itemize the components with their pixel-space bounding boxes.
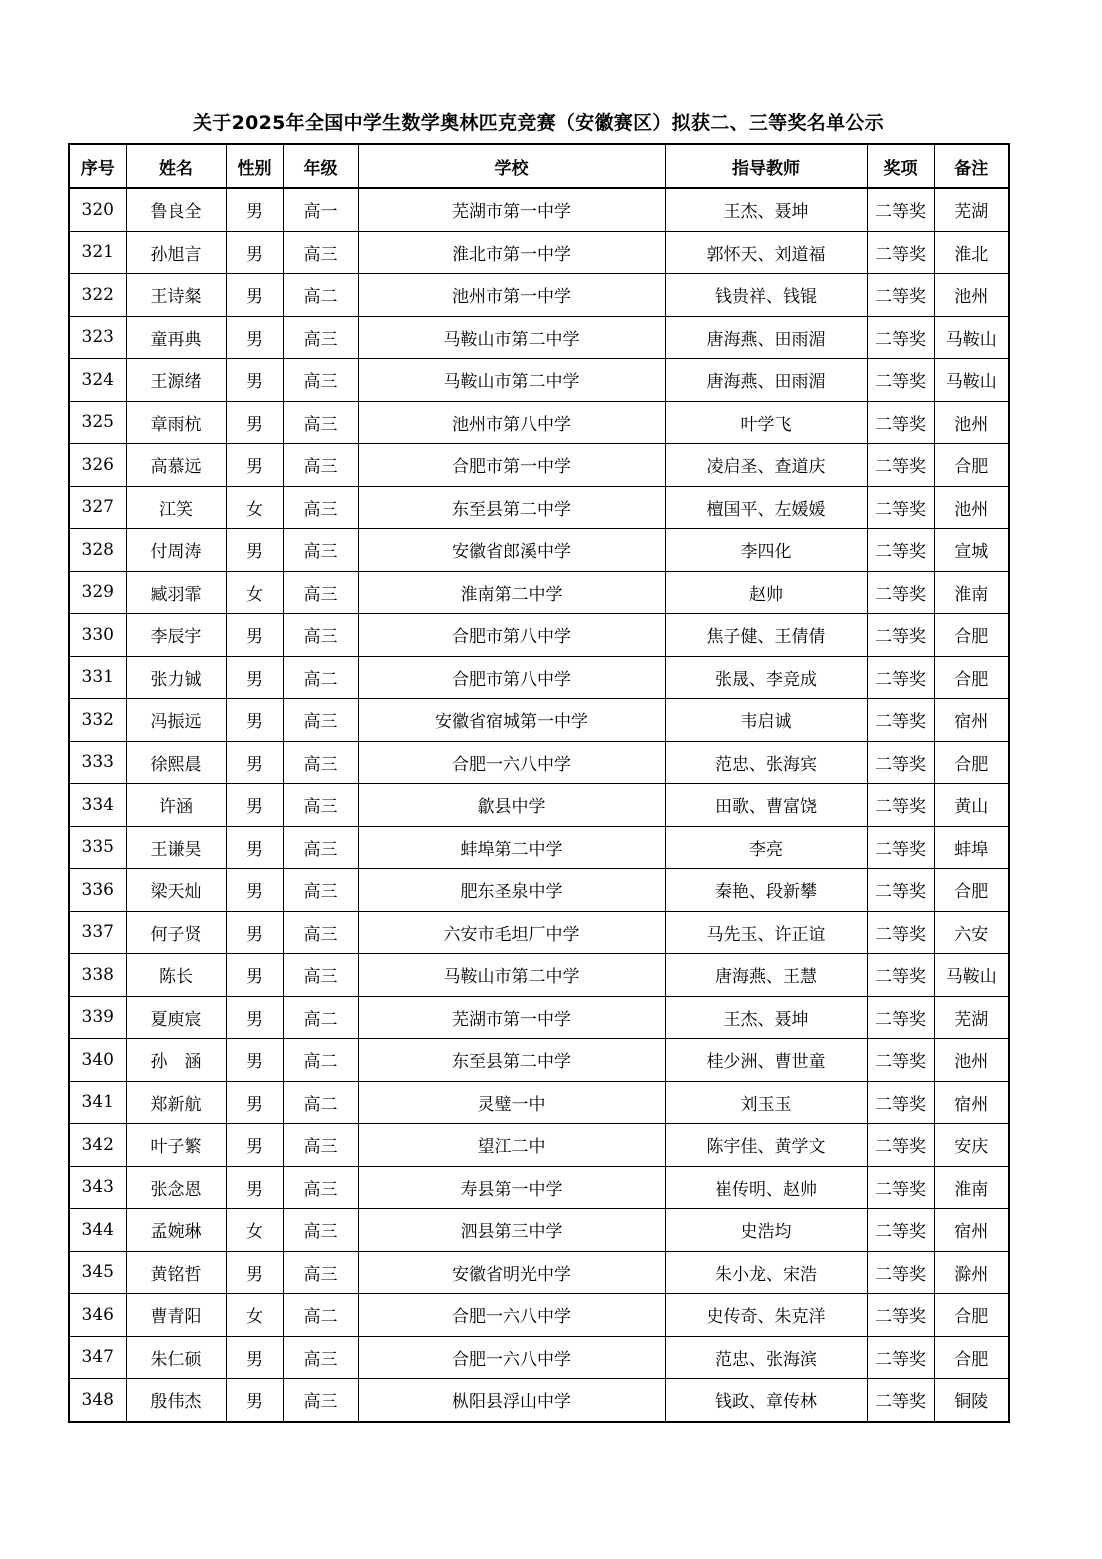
gender-cell: 男 <box>226 1039 283 1082</box>
grade-cell: 高三 <box>283 911 358 954</box>
teacher-cell: 唐海燕、田雨湄 <box>665 359 867 402</box>
teacher-cell: 马先玉、许正谊 <box>665 911 867 954</box>
note-cell: 合肥 <box>934 614 1009 657</box>
gender-header: 性别 <box>226 144 283 188</box>
note-cell: 滁州 <box>934 1251 1009 1294</box>
school-cell: 马鞍山市第二中学 <box>358 954 665 997</box>
note-cell: 合肥 <box>934 444 1009 487</box>
teacher-cell: 秦艳、段新攀 <box>665 869 867 912</box>
gender-cell: 男 <box>226 1251 283 1294</box>
award-cell: 二等奖 <box>867 1379 934 1422</box>
note-cell: 宿州 <box>934 699 1009 742</box>
table-row <box>69 656 1009 699</box>
seq-cell: 329 <box>69 571 126 614</box>
gender-cell: 男 <box>226 996 283 1039</box>
school-cell: 合肥一六八中学 <box>358 741 665 784</box>
school-cell: 池州市第一中学 <box>358 274 665 317</box>
note-cell: 马鞍山 <box>934 316 1009 359</box>
gender-cell: 男 <box>226 911 283 954</box>
school-cell: 蚌埠第二中学 <box>358 826 665 869</box>
school-cell: 东至县第二中学 <box>358 486 665 529</box>
name-cell: 童再典 <box>126 316 226 359</box>
school-cell: 歙县中学 <box>358 784 665 827</box>
name-cell: 王源绪 <box>126 359 226 402</box>
note-cell: 淮北 <box>934 231 1009 274</box>
seq-cell: 343 <box>69 1166 126 1209</box>
gender-cell: 女 <box>226 571 283 614</box>
award-cell: 二等奖 <box>867 316 934 359</box>
note-cell: 马鞍山 <box>934 954 1009 997</box>
table-row <box>69 1336 1009 1379</box>
table-row <box>69 741 1009 784</box>
table-row <box>69 699 1009 742</box>
seq-cell: 330 <box>69 614 126 657</box>
gender-cell: 男 <box>226 444 283 487</box>
gender-cell: 男 <box>226 741 283 784</box>
school-cell: 合肥市第八中学 <box>358 656 665 699</box>
table-row <box>69 1166 1009 1209</box>
gender-cell: 女 <box>226 1294 283 1337</box>
note-cell: 芜湖 <box>934 996 1009 1039</box>
grade-cell: 高三 <box>283 954 358 997</box>
table-row <box>69 911 1009 954</box>
note-cell: 池州 <box>934 486 1009 529</box>
gender-cell: 男 <box>226 954 283 997</box>
school-cell: 泗县第三中学 <box>358 1209 665 1252</box>
table-row <box>69 1294 1009 1337</box>
note-cell: 宣城 <box>934 529 1009 572</box>
table-row <box>69 1081 1009 1124</box>
award-cell: 二等奖 <box>867 826 934 869</box>
table-row <box>69 1379 1009 1422</box>
award-cell: 二等奖 <box>867 1039 934 1082</box>
teacher-cell: 范忠、张海宾 <box>665 741 867 784</box>
name-cell: 何子贤 <box>126 911 226 954</box>
teacher-cell: 史浩均 <box>665 1209 867 1252</box>
gender-cell: 男 <box>226 614 283 657</box>
name-cell: 曹青阳 <box>126 1294 226 1337</box>
table-row <box>69 996 1009 1039</box>
school-cell: 芜湖市第一中学 <box>358 996 665 1039</box>
table-body <box>69 188 1009 1422</box>
table-row <box>69 614 1009 657</box>
teacher-cell: 桂少洲、曹世童 <box>665 1039 867 1082</box>
name-cell: 高慕远 <box>126 444 226 487</box>
name-cell: 许涵 <box>126 784 226 827</box>
teacher-cell: 张晟、李竞成 <box>665 656 867 699</box>
teacher-cell: 韦启诚 <box>665 699 867 742</box>
note-cell: 安庆 <box>934 1124 1009 1167</box>
note-cell: 芜湖 <box>934 188 1009 231</box>
grade-cell: 高二 <box>283 996 358 1039</box>
teacher-cell: 陈宇佳、黄学文 <box>665 1124 867 1167</box>
school-cell: 淮南第二中学 <box>358 571 665 614</box>
seq-cell: 340 <box>69 1039 126 1082</box>
grade-cell: 高三 <box>283 784 358 827</box>
school-cell: 马鞍山市第二中学 <box>358 316 665 359</box>
note-cell: 宿州 <box>934 1081 1009 1124</box>
seq-cell: 322 <box>69 274 126 317</box>
gender-cell: 男 <box>226 656 283 699</box>
award-cell: 二等奖 <box>867 274 934 317</box>
document-title: 关于2025年全国中学生数学奥林匹克竞赛（安徽赛区）拟获二、三等奖名单公示 <box>193 112 884 134</box>
grade-cell: 高三 <box>283 1166 358 1209</box>
note-cell: 合肥 <box>934 656 1009 699</box>
name-cell: 孟婉琳 <box>126 1209 226 1252</box>
award-cell: 二等奖 <box>867 1209 934 1252</box>
school-cell: 合肥一六八中学 <box>358 1336 665 1379</box>
note-cell: 铜陵 <box>934 1379 1009 1422</box>
note-cell: 马鞍山 <box>934 359 1009 402</box>
teacher-cell: 唐海燕、王慧 <box>665 954 867 997</box>
school-cell: 淮北市第一中学 <box>358 231 665 274</box>
award-cell: 二等奖 <box>867 1294 934 1337</box>
award-cell: 二等奖 <box>867 954 934 997</box>
gender-cell: 男 <box>226 359 283 402</box>
name-cell: 章雨杭 <box>126 401 226 444</box>
award-cell: 二等奖 <box>867 486 934 529</box>
seq-cell: 334 <box>69 784 126 827</box>
table-row <box>69 529 1009 572</box>
grade-cell: 高二 <box>283 274 358 317</box>
school-header: 学校 <box>358 144 665 188</box>
name-cell: 臧羽霏 <box>126 571 226 614</box>
seq-cell: 333 <box>69 741 126 784</box>
seq-cell: 331 <box>69 656 126 699</box>
teacher-cell: 钱贵祥、钱锟 <box>665 274 867 317</box>
name-cell: 殷伟杰 <box>126 1379 226 1422</box>
table-row <box>69 231 1009 274</box>
award-cell: 二等奖 <box>867 571 934 614</box>
seq-cell: 345 <box>69 1251 126 1294</box>
award-header: 奖项 <box>867 144 934 188</box>
note-cell: 蚌埠 <box>934 826 1009 869</box>
seq-cell: 326 <box>69 444 126 487</box>
gender-cell: 男 <box>226 188 283 231</box>
grade-cell: 高三 <box>283 231 358 274</box>
school-cell: 马鞍山市第二中学 <box>358 359 665 402</box>
seq-cell: 338 <box>69 954 126 997</box>
grade-cell: 高三 <box>283 444 358 487</box>
name-cell: 江笑 <box>126 486 226 529</box>
table-row <box>69 954 1009 997</box>
award-cell: 二等奖 <box>867 231 934 274</box>
award-cell: 二等奖 <box>867 359 934 402</box>
seq-cell: 325 <box>69 401 126 444</box>
award-cell: 二等奖 <box>867 1124 934 1167</box>
note-cell: 黄山 <box>934 784 1009 827</box>
school-cell: 望江二中 <box>358 1124 665 1167</box>
table-row <box>69 316 1009 359</box>
name-cell: 黄铭哲 <box>126 1251 226 1294</box>
note-cell: 合肥 <box>934 741 1009 784</box>
name-cell: 孙旭言 <box>126 231 226 274</box>
gender-cell: 男 <box>226 699 283 742</box>
school-cell: 安徽省明光中学 <box>358 1251 665 1294</box>
grade-cell: 高三 <box>283 1209 358 1252</box>
table-row <box>69 1039 1009 1082</box>
name-cell: 张力铖 <box>126 656 226 699</box>
seq-cell: 346 <box>69 1294 126 1337</box>
seq-cell: 323 <box>69 316 126 359</box>
teacher-cell: 赵帅 <box>665 571 867 614</box>
award-cell: 二等奖 <box>867 1336 934 1379</box>
award-cell: 二等奖 <box>867 188 934 231</box>
award-cell: 二等奖 <box>867 996 934 1039</box>
grade-cell: 高三 <box>283 316 358 359</box>
note-cell: 合肥 <box>934 1294 1009 1337</box>
award-cell: 二等奖 <box>867 529 934 572</box>
gender-cell: 男 <box>226 826 283 869</box>
name-cell: 叶子繁 <box>126 1124 226 1167</box>
note-cell: 淮南 <box>934 1166 1009 1209</box>
table-row <box>69 359 1009 402</box>
award-cell: 二等奖 <box>867 444 934 487</box>
seq-cell: 342 <box>69 1124 126 1167</box>
seq-cell: 336 <box>69 869 126 912</box>
grade-cell: 高三 <box>283 359 358 402</box>
note-header: 备注 <box>934 144 1009 188</box>
name-cell: 张念恩 <box>126 1166 226 1209</box>
seq-cell: 348 <box>69 1379 126 1422</box>
seq-cell: 320 <box>69 188 126 231</box>
seq-cell: 347 <box>69 1336 126 1379</box>
name-cell: 陈长 <box>126 954 226 997</box>
table-row <box>69 1209 1009 1252</box>
award-cell: 二等奖 <box>867 1166 934 1209</box>
award-cell: 二等奖 <box>867 1251 934 1294</box>
name-cell: 孙 涵 <box>126 1039 226 1082</box>
gender-cell: 女 <box>226 1209 283 1252</box>
grade-cell: 高三 <box>283 741 358 784</box>
gender-cell: 男 <box>226 401 283 444</box>
gender-cell: 男 <box>226 784 283 827</box>
award-cell: 二等奖 <box>867 1081 934 1124</box>
gender-cell: 男 <box>226 274 283 317</box>
school-cell: 枞阳县浮山中学 <box>358 1379 665 1422</box>
teacher-cell: 田歌、曹富饶 <box>665 784 867 827</box>
note-cell: 淮南 <box>934 571 1009 614</box>
seq-cell: 332 <box>69 699 126 742</box>
school-cell: 合肥市第一中学 <box>358 444 665 487</box>
gender-cell: 男 <box>226 1081 283 1124</box>
school-cell: 合肥市第八中学 <box>358 614 665 657</box>
name-cell: 郑新航 <box>126 1081 226 1124</box>
table-row <box>69 401 1009 444</box>
table-row <box>69 486 1009 529</box>
award-cell: 二等奖 <box>867 699 934 742</box>
school-cell: 肥东圣泉中学 <box>358 869 665 912</box>
teacher-cell: 王杰、聂坤 <box>665 996 867 1039</box>
table-row <box>69 274 1009 317</box>
teacher-cell: 朱小龙、宋浩 <box>665 1251 867 1294</box>
grade-cell: 高三 <box>283 1379 358 1422</box>
teacher-cell: 郭怀天、刘道福 <box>665 231 867 274</box>
note-cell: 六安 <box>934 911 1009 954</box>
school-cell: 安徽省宿城第一中学 <box>358 699 665 742</box>
gender-cell: 男 <box>226 231 283 274</box>
school-cell: 寿县第一中学 <box>358 1166 665 1209</box>
gender-cell: 男 <box>226 316 283 359</box>
gender-cell: 男 <box>226 1379 283 1422</box>
table-row <box>69 784 1009 827</box>
grade-cell: 高三 <box>283 401 358 444</box>
name-cell: 朱仁硕 <box>126 1336 226 1379</box>
table-header-row <box>69 144 1009 188</box>
grade-cell: 高二 <box>283 1294 358 1337</box>
school-cell: 安徽省郎溪中学 <box>358 529 665 572</box>
name-cell: 付周涛 <box>126 529 226 572</box>
grade-cell: 高三 <box>283 699 358 742</box>
teacher-cell: 刘玉玉 <box>665 1081 867 1124</box>
grade-cell: 高二 <box>283 1081 358 1124</box>
name-cell: 梁天灿 <box>126 869 226 912</box>
grade-cell: 高三 <box>283 869 358 912</box>
award-cell: 二等奖 <box>867 401 934 444</box>
teacher-cell: 范忠、张海滨 <box>665 1336 867 1379</box>
grade-cell: 高三 <box>283 1124 358 1167</box>
gender-cell: 男 <box>226 869 283 912</box>
name-cell: 冯振远 <box>126 699 226 742</box>
grade-header: 年级 <box>283 144 358 188</box>
grade-cell: 高三 <box>283 571 358 614</box>
school-cell: 合肥一六八中学 <box>358 1294 665 1337</box>
teacher-cell: 叶学飞 <box>665 401 867 444</box>
table-row <box>69 444 1009 487</box>
table-row <box>69 1124 1009 1167</box>
grade-cell: 高二 <box>283 1039 358 1082</box>
teacher-header: 指导教师 <box>665 144 867 188</box>
seq-cell: 321 <box>69 231 126 274</box>
seq-cell: 341 <box>69 1081 126 1124</box>
teacher-cell: 檀国平、左媛媛 <box>665 486 867 529</box>
grade-cell: 高三 <box>283 614 358 657</box>
seq-cell: 324 <box>69 359 126 402</box>
note-cell: 池州 <box>934 274 1009 317</box>
teacher-cell: 王杰、聂坤 <box>665 188 867 231</box>
seq-header: 序号 <box>69 144 126 188</box>
seq-cell: 337 <box>69 911 126 954</box>
school-cell: 六安市毛坦厂中学 <box>358 911 665 954</box>
teacher-cell: 唐海燕、田雨湄 <box>665 316 867 359</box>
teacher-cell: 史传奇、朱克洋 <box>665 1294 867 1337</box>
gender-cell: 男 <box>226 1336 283 1379</box>
note-cell: 合肥 <box>934 869 1009 912</box>
table-row <box>69 826 1009 869</box>
name-cell: 夏庾宸 <box>126 996 226 1039</box>
note-cell: 宿州 <box>934 1209 1009 1252</box>
award-cell: 二等奖 <box>867 741 934 784</box>
grade-cell: 高三 <box>283 529 358 572</box>
name-cell: 李辰宇 <box>126 614 226 657</box>
school-cell: 灵璧一中 <box>358 1081 665 1124</box>
teacher-cell: 崔传明、赵帅 <box>665 1166 867 1209</box>
grade-cell: 高三 <box>283 826 358 869</box>
school-cell: 东至县第二中学 <box>358 1039 665 1082</box>
grade-cell: 高三 <box>283 1336 358 1379</box>
gender-cell: 男 <box>226 1124 283 1167</box>
note-cell: 合肥 <box>934 1336 1009 1379</box>
award-cell: 二等奖 <box>867 614 934 657</box>
award-cell: 二等奖 <box>867 656 934 699</box>
table-row <box>69 188 1009 231</box>
teacher-cell: 钱政、章传林 <box>665 1379 867 1422</box>
table-row <box>69 1251 1009 1294</box>
award-table <box>68 143 1010 1423</box>
grade-cell: 高三 <box>283 1251 358 1294</box>
seq-cell: 328 <box>69 529 126 572</box>
seq-cell: 344 <box>69 1209 126 1252</box>
note-cell: 池州 <box>934 1039 1009 1082</box>
seq-cell: 335 <box>69 826 126 869</box>
teacher-cell: 李亮 <box>665 826 867 869</box>
table-row <box>69 869 1009 912</box>
grade-cell: 高三 <box>283 486 358 529</box>
name-cell: 徐熙晨 <box>126 741 226 784</box>
name-header: 姓名 <box>126 144 226 188</box>
gender-cell: 女 <box>226 486 283 529</box>
name-cell: 王谦昊 <box>126 826 226 869</box>
name-cell: 鲁良全 <box>126 188 226 231</box>
grade-cell: 高一 <box>283 188 358 231</box>
grade-cell: 高二 <box>283 656 358 699</box>
teacher-cell: 凌启圣、查道庆 <box>665 444 867 487</box>
seq-cell: 339 <box>69 996 126 1039</box>
table-row <box>69 571 1009 614</box>
award-cell: 二等奖 <box>867 911 934 954</box>
note-cell: 池州 <box>934 401 1009 444</box>
award-cell: 二等奖 <box>867 784 934 827</box>
gender-cell: 男 <box>226 529 283 572</box>
teacher-cell: 焦子健、王倩倩 <box>665 614 867 657</box>
school-cell: 芜湖市第一中学 <box>358 188 665 231</box>
seq-cell: 327 <box>69 486 126 529</box>
award-cell: 二等奖 <box>867 869 934 912</box>
name-cell: 王诗粲 <box>126 274 226 317</box>
gender-cell: 男 <box>226 1166 283 1209</box>
school-cell: 池州市第八中学 <box>358 401 665 444</box>
teacher-cell: 李四化 <box>665 529 867 572</box>
